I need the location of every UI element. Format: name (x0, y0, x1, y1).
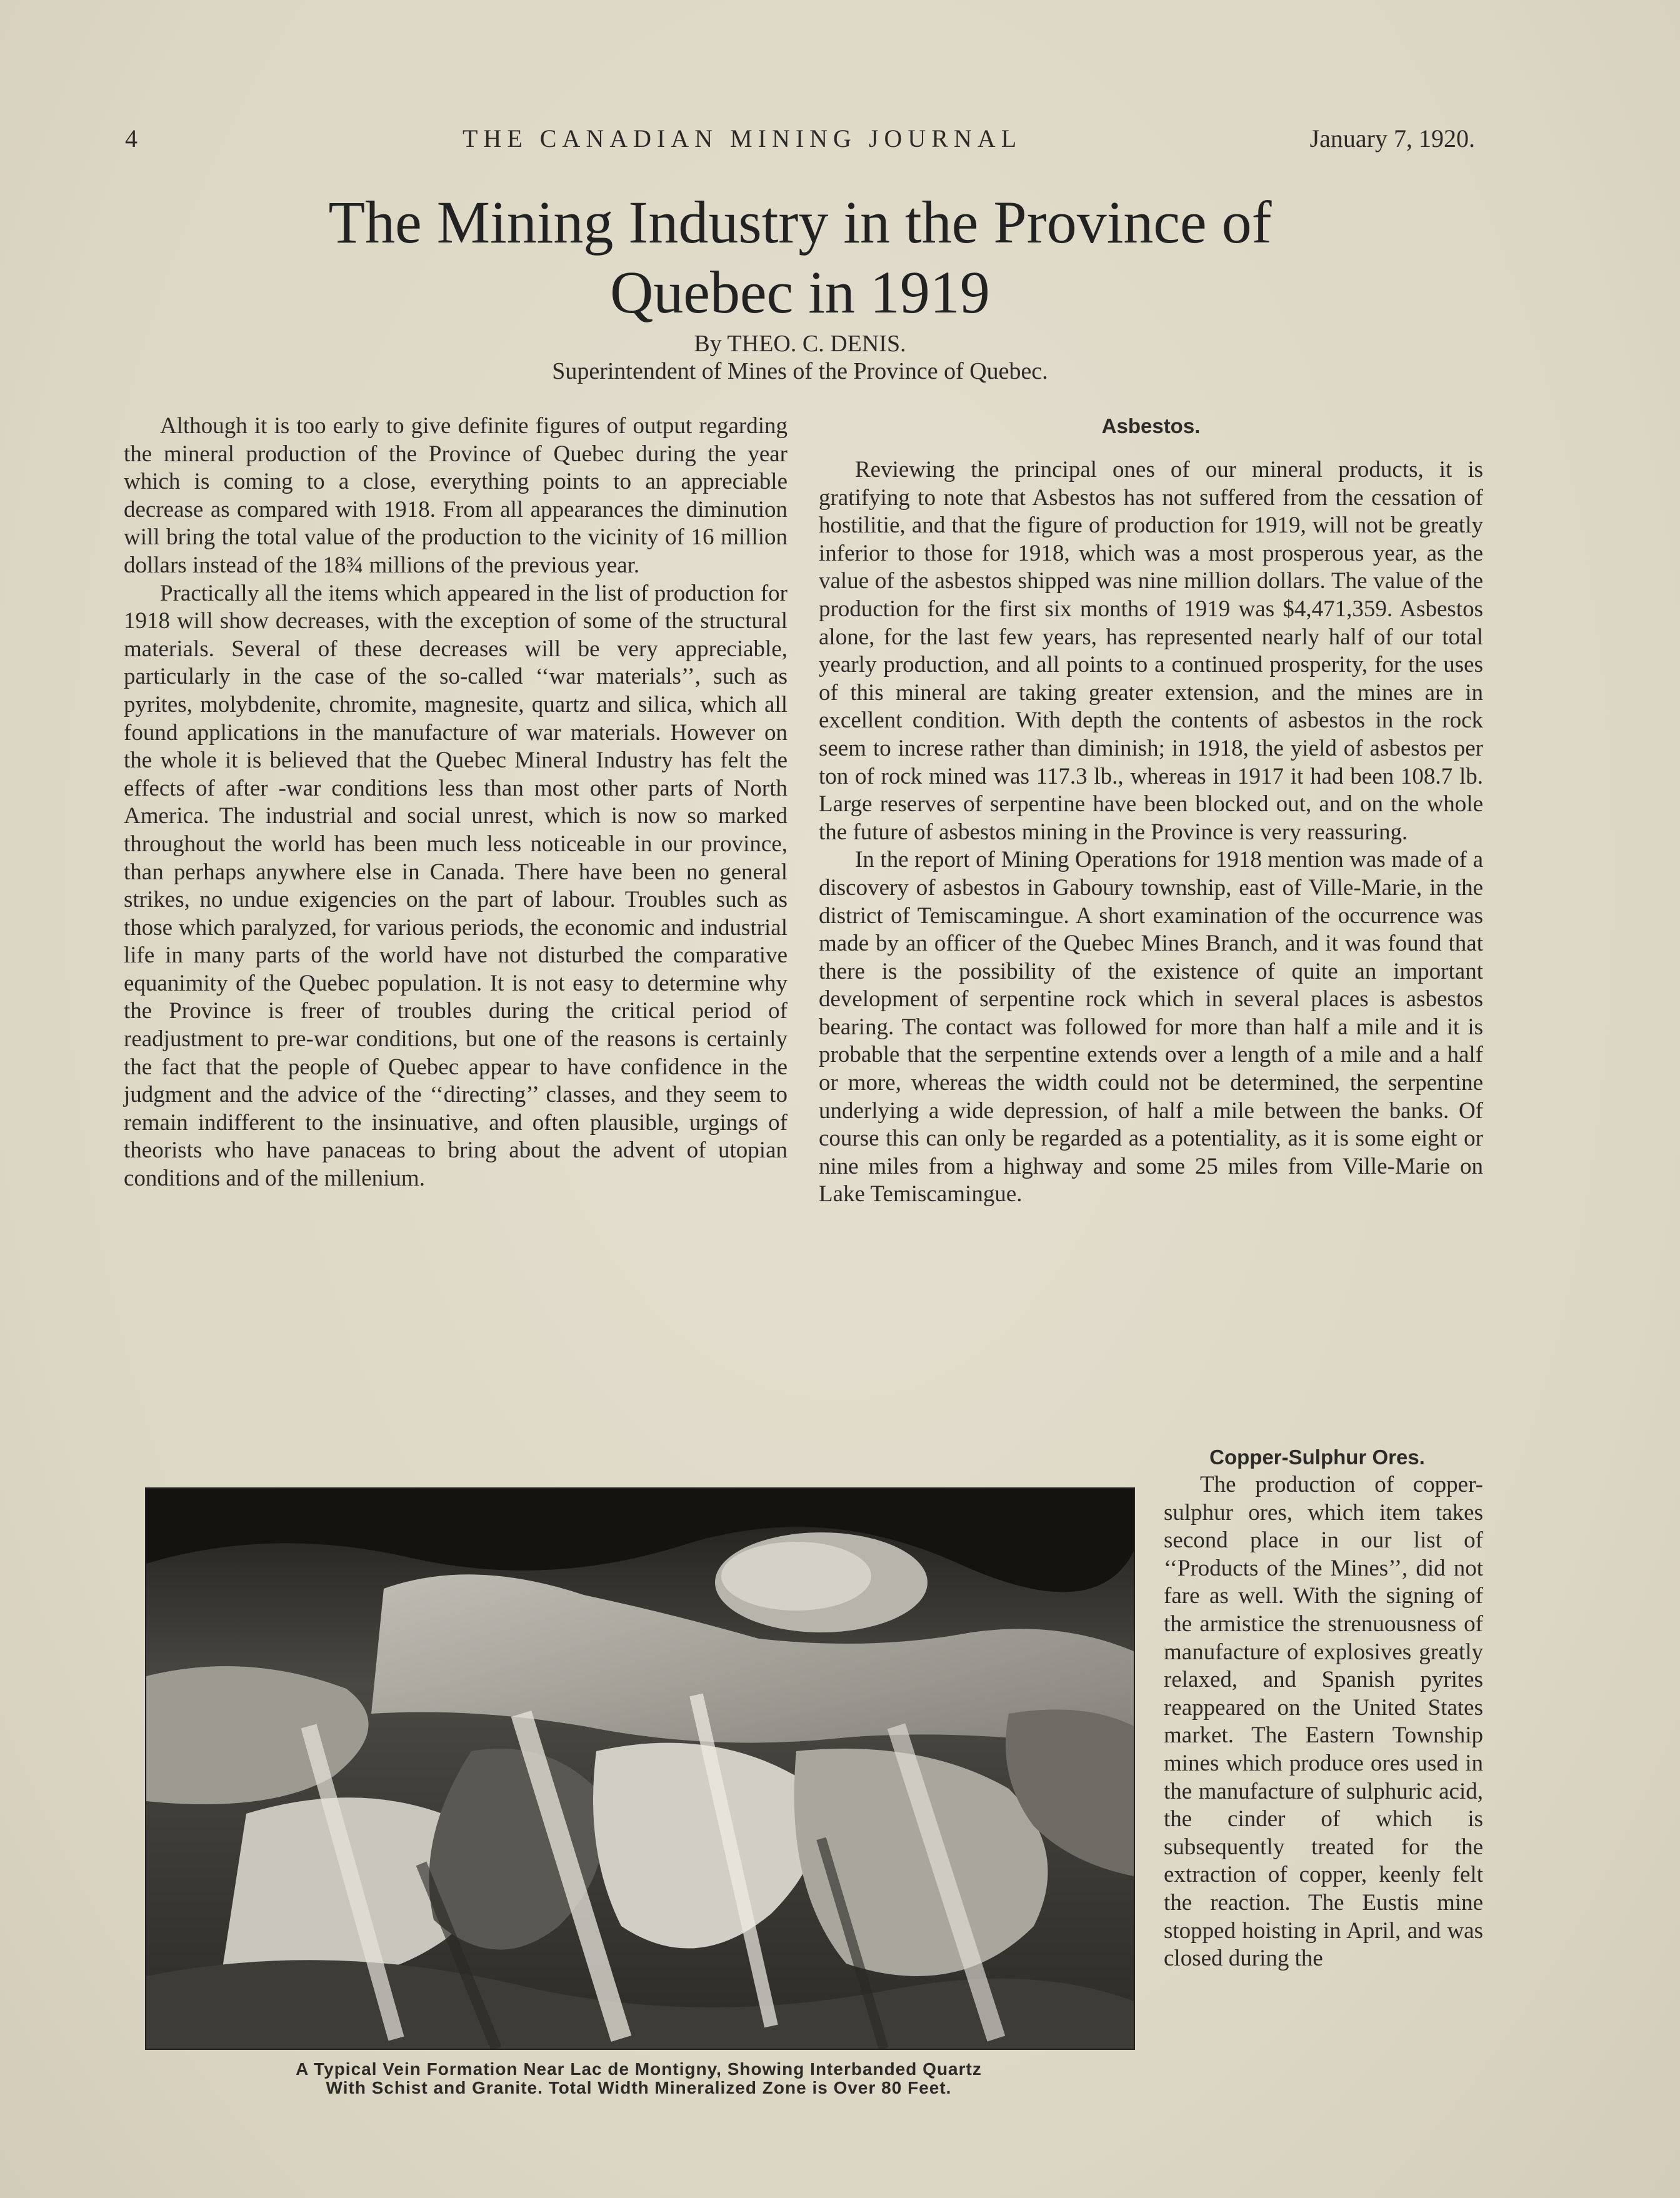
section-heading-copper-sulphur: Copper-Sulphur Ores. (1209, 1446, 1425, 1469)
paragraph: In the report of Mining Operations for 1918 mention was made of a discovery of asbestos in Gaboury township, east of Ville-Marie, in the district of Temiscamingue. A short examination of the occurrence was made by an officer of the Quebec Mines Branch, and it was found that there is the possibility of the existence of quite an important development of serpentine rock which in several places is asbestos bearing. The contact was followed for more than half a mile and it is probable that the serpentine extends over a length of a mile and a half or more, whereas the width could not be determined, the serpentine underlying a wide depression, of half a mile between the banks. Of course this can only be regarded as a potentiality, as it is some eight or nine miles from a highway and some 25 miles from Ville-Marie on Lake Temiscamingue. (819, 847, 1483, 1207)
rock-outcrop-image (146, 1489, 1134, 2049)
paragraph: The production of copper-sulphur ores, which item takes second place in our list of ‘‘Products of the Mines’’, did not fare as well. With the signing of the armistice the strenuousness of manufacture of explosives greatly relaxed, and Spanish pyrites reappeared on the United States market. The Eastern Township mines which produce ores used in the manufacture of sulphuric acid, the cinder of which is subsequently treated for the extraction of copper, keenly felt the reaction. The Eustis mine stopped hoisting in April, and was closed during the (1164, 1472, 1483, 1972)
vein-formation-photo (145, 1487, 1135, 2050)
author-name: By THEO. C. DENIS. (694, 331, 906, 357)
paragraph: Practically all the items which appeared in the list of production for 1918 will show decreases, with the exception of some of the structural materials. Several of these decreases will be very appreciable, particularly in the case of the so-called ‘‘war materials’’, such as pyrites, molybdenite, chromite, magnesite, quartz and silica, which all found applications in the manufacture of war materials. However on the whole it is believed that the Quebec Mineral Industry has felt the effects of after -war conditions less than most other parts of North America. The industrial and social unrest, which is now so marked throughout the world has been much less noticeable in our province, than perhaps anywhere else in Canada. There have been no general strikes, no undue exigencies on the part of labour. Troubles such as those which paralyzed, for various periods, the economic and industrial life in many parts of the world have not disturbed the comparative equanimity of the Quebec population. It is not easy to determine why the Province is freer of troubles during the critical period of readjustment to pre-war conditions, but one of the reasons is certainly the fact that the people of Quebec appear to have confidence in the judgment and the advice of the ‘‘directing’’ classes, and they seem to remain indifferent to the insinuative, and often plausible, urgings of theorists who have panaceas to bring about the advent of utopian conditions and of the millenium. (124, 580, 788, 1192)
paragraph: Although it is too early to give definite figures of output regarding the mineral production of the Province of Quebec during the year which is coming to a close, everything points to an appreciable decrease as compared with 1918. From all appearances the diminution will bring the total value of the production to the vicinity of 16 million dollars instead of the 18¾ millions of the previous year. (124, 413, 788, 578)
issue-date: January 7, 1920. (1309, 124, 1475, 152)
left-column (124, 412, 788, 1193)
caption-line-2: With Schist and Granite. Total Width Mineralized Zone is Over 80 Feet. (326, 2078, 952, 2097)
title-line-1: The Mining Industry in the Province of (328, 189, 1272, 256)
caption-line-1: A Typical Vein Formation Near Lac de Montigny, Showing Interbanded Quartz (296, 2059, 982, 2079)
author-position: Superintendent of Mines of the Province of Quebec. (552, 358, 1048, 384)
article-title (125, 187, 1475, 327)
right-column (819, 412, 1483, 1209)
running-header (125, 124, 1475, 161)
title-line-2: Quebec in 1919 (610, 259, 990, 326)
page-number: 4 (125, 124, 138, 152)
paragraph: Reviewing the principal ones of our mineral products, it is gratifying to note that Asbestos has not suffered from the cessation of hostilitie, and that the figure of production for 1919, will not be greatly inferior to those for 1918, which was a most prosperous year, as the value of the asbestos shipped was nine million dollars. The value of the production for the first six months of 1919 was $4,471,359. Asbestos alone, for the last few years, has represented nearly half of our total yearly production, and all points to a continued prosperity, for the uses of this mineral are taking greater extension, and the mines are in excellent condition. With depth the contents of asbestos in the rock seem to increse rather than diminish; in 1918, the yield of asbestos per ton of rock mined was 117.3 lb., whereas in 1917 it had been 108.7 lb. Large reserves of serpentine have been blocked out, and on the whole the future of asbestos mining in the Province is very reassuring. (819, 457, 1483, 845)
journal-name: THE CANADIAN MINING JOURNAL (462, 124, 1022, 152)
section-heading-asbestos: Asbestos. (1101, 414, 1201, 437)
byline (125, 330, 1475, 385)
figure-caption (145, 2060, 1132, 2097)
narrow-column (1164, 1444, 1483, 1973)
